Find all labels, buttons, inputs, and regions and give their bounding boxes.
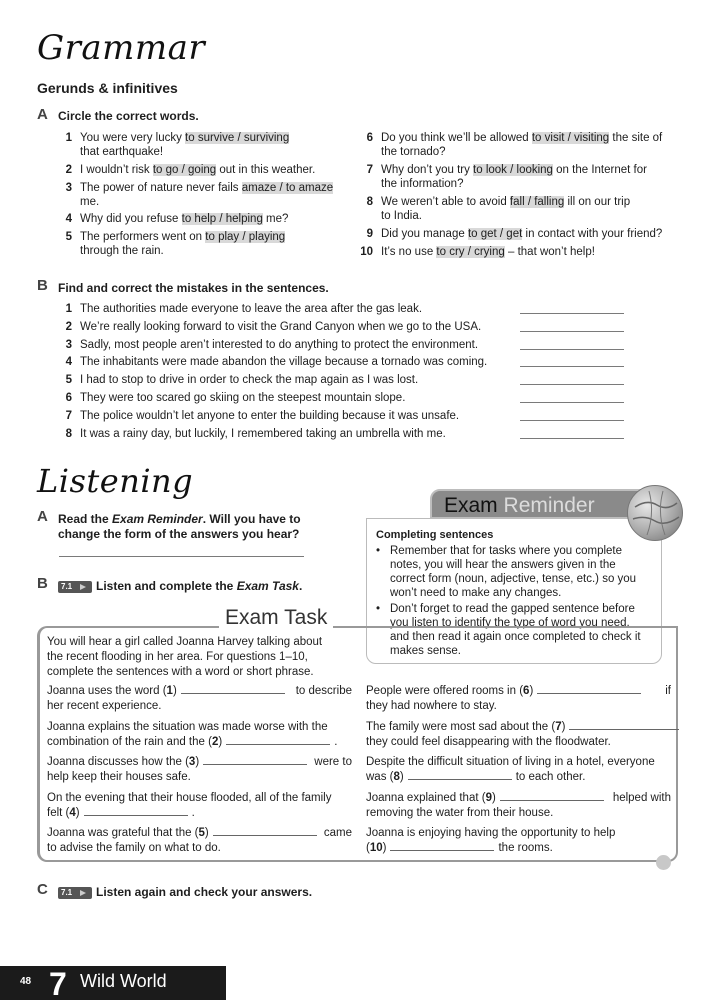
gap-sentence-line1 [366,755,671,770]
sentence-text: ) [75,807,80,819]
sentence-text: the rooms. [498,842,553,854]
item-number: 7 [366,164,373,176]
listening-a-question: Read the Exam Reminder. Will you have to change the form of the answers you hear? [58,512,301,541]
gap-sentence [47,791,352,821]
item-text: It was a rainy day, but luckily, I remembered taking an umbrella with me. [80,427,446,440]
intro-line: the recent flooding in her area. For questions 1–10, [47,651,308,663]
item-text-pre: The power of nature never fails [80,182,242,194]
choice-option[interactable]: to cry / crying [436,246,505,258]
globe-icon [627,485,683,541]
exam-reminder-title: Exam Reminder [444,494,595,517]
gap-number: 6 [523,685,530,697]
gap-number: 5 [198,827,205,839]
item-text-post: out in this weather. [216,164,316,176]
item-text-pre: Did you manage [381,228,468,240]
gap-number: 1 [166,685,173,697]
grammar-b-item [58,427,518,442]
gap-sentence-line1 [366,791,671,806]
item-number: 3 [65,182,72,194]
listening-a-answer-line[interactable] [59,556,304,557]
gap-sentence-line1 [47,791,352,806]
item-number: 8 [366,196,373,208]
sentence-text: to each other. [515,771,586,783]
choice-option[interactable]: to help / helping [181,213,263,225]
grammar-a-item [359,131,689,161]
audio-track-icon[interactable]: 7.1 [58,887,92,899]
choice-option[interactable]: to get / get [467,228,523,240]
item-text-post: in contact with your friend? [522,228,663,240]
gap-blank[interactable] [408,770,512,780]
exam-reminder-heading: Completing sentences [376,529,494,541]
exam-task-title: Exam Task [219,606,333,630]
gap-sentence [366,791,671,821]
gap-blank[interactable] [569,720,679,730]
item-text-pre: Why don’t you try [381,164,474,176]
item-text-pre: The performers went on [80,231,206,243]
item-number: 8 [65,427,72,440]
item-number: 2 [65,164,72,176]
choice-option[interactable]: amaze / to amaze [241,182,334,194]
sentence-text: ) [218,736,223,748]
item-text: The inhabitants were made abandon the village because a tornado was coming. [80,356,488,369]
sentence-text: . [191,807,195,819]
answer-line[interactable] [520,366,624,367]
gap-sentence-line2 [47,770,352,785]
item-number: 5 [65,231,72,243]
bullet-line: you listen to identify the type of word you need, [390,617,630,629]
intro-line: You will hear a girl called Joanna Harvey talking about [47,636,323,648]
sentence-text: ( [366,842,370,854]
item-text-post: ill on our trip [564,196,631,208]
sentence-text: help keep their houses safe. [47,771,191,783]
sentence-text: The family were most sad about the ( [366,721,556,733]
item-text [80,230,380,258]
item-text-post: me? [262,213,289,225]
grammar-b-item [58,391,518,406]
sentence-text: . [334,736,338,748]
gap-number: 7 [555,721,562,733]
gap-sentence [366,826,671,856]
sentence-text: Joanna is enjoying having the opportunity to help [366,827,616,839]
sentence-text: ) [491,792,496,804]
item-text-line2: me. [80,196,100,208]
item-text: The police wouldn’t let anyone to enter the building because it was unsafe. [80,409,460,422]
gap-sentence-line2 [366,841,671,856]
item-number: 6 [366,132,373,144]
sentence-text: ) [529,685,534,697]
item-text [381,227,681,241]
gap-blank[interactable] [181,684,285,694]
item-text [80,212,380,226]
gap-blank[interactable] [213,826,317,836]
listening-a-letter: A [37,508,48,525]
item-text-post: – that won’t help! [504,246,595,258]
sentence-text: were to [314,756,352,768]
sentence-text: On the evening that their house flooded, all of the family [47,792,332,804]
sentence-text: if [665,685,671,697]
gap-sentence-line2 [366,735,671,750]
bullet-line: Remember that for tasks where you complete [390,545,623,557]
item-number: 4 [65,213,72,225]
item-text [80,181,380,209]
item-text-post: on the Internet for [552,164,647,176]
intro-line: complete the sentences with a word or short phrase. [47,666,314,678]
bullet-line: notes, you will hear the answers given in the [390,559,616,571]
gap-sentence [366,755,671,785]
listening-c-instruction: 7.1 Listen again and check your answers. [58,885,312,899]
gap-sentence-line1 [366,684,671,699]
exam-task-scroll-dot [656,855,671,870]
gap-sentence [47,720,352,750]
gap-sentence-line1 [47,826,352,841]
item-number: 1 [65,303,72,315]
answer-line[interactable] [520,402,624,403]
grammar-b-item [58,355,518,370]
item-text [381,195,681,223]
sentence-text: her recent experience. [47,700,162,712]
sentence-text: Joanna explained that ( [366,792,486,804]
sentence-text: to advise the family on what to do. [47,842,221,854]
item-text-line2: the tornado? [381,146,446,158]
choice-option[interactable]: fall / falling [509,196,565,208]
sentence-text: helped with [612,792,671,804]
sentence-text: ) [382,842,387,854]
gap-sentence-line1 [47,755,352,770]
bullet-line: Don’t forget to read the gapped sentence before [390,603,635,615]
item-number: 4 [65,356,72,369]
item-text-pre: You were very lucky [80,132,186,144]
grammar-b-item [58,409,518,424]
item-number: 9 [366,228,373,240]
bullet-line: and then read it again once completed to check it [390,631,641,643]
gap-sentence-line2 [47,841,352,856]
item-text-pre: Why did you refuse [80,213,182,225]
sentence-text: ) [204,827,209,839]
grammar-b-item [58,373,518,388]
sentence-text: to describe [295,685,352,697]
unit-title: Wild World [80,971,167,991]
item-text: Sadly, most people aren’t interested to do anything to protect the environment. [80,338,479,351]
sentence-text: combination of the rain and the ( [47,736,212,748]
item-text: They were too scared go skiing on the steepest mountain slope. [80,392,406,404]
sentence-text: they had nowhere to stay. [366,700,497,712]
choice-option[interactable]: to visit / visiting [531,132,610,144]
gap-sentence-line2 [47,806,352,821]
page-number: 48 [20,976,32,987]
exam-task-intro [47,635,347,680]
sentence-text: Joanna discusses how the ( [47,756,189,768]
item-number: 5 [65,374,72,387]
gap-sentence [47,755,352,785]
item-number: 10 [360,246,373,258]
item-text-line2: through the rain. [80,245,164,257]
answer-line[interactable] [520,438,624,439]
answer-line[interactable] [520,331,624,332]
item-text [381,131,681,159]
item-text-line2: to India. [381,210,422,222]
answer-line[interactable] [520,313,624,314]
listening-title: Listening [37,462,194,500]
item-text-line2: the information? [381,178,464,190]
grammar-a-item [58,181,388,211]
item-text [381,245,681,259]
gap-sentence-line1 [366,826,671,841]
sentence-text: ) [172,685,177,697]
item-text [381,163,681,191]
sentence-text: was ( [366,771,394,783]
exam-reminder-header [430,489,652,519]
item-text [80,163,380,177]
gap-blank[interactable] [537,684,641,694]
item-text-pre: Do you think we’ll be allowed [381,132,532,144]
item-number: 6 [65,392,72,404]
sentence-text: ) [195,756,200,768]
gap-sentence [47,826,352,856]
sentence-text: Joanna explains the situation was made worse with the [47,721,328,733]
gap-sentence-line1 [47,684,352,699]
footer-bar [0,966,226,1000]
unit-number: 7 [49,966,67,1000]
gap-sentence-line1 [47,720,352,735]
item-text-pre: I wouldn’t risk [80,164,153,176]
gap-blank[interactable] [84,806,188,816]
listening-b-letter: B [37,575,48,592]
gap-sentence-line2 [47,735,352,750]
gap-blank[interactable] [390,841,494,851]
gap-number: 8 [393,771,400,783]
gap-blank[interactable] [226,735,330,745]
item-number: 7 [65,409,72,422]
section-a-instruction: Circle the correct words. [58,109,199,123]
gap-number: 2 [211,736,219,748]
grammar-a-item [359,195,689,225]
section-b-instruction: Find and correct the mistakes in the sentences. [58,281,329,295]
item-text-pre: We weren’t able to avoid [381,196,510,208]
gap-sentence-line2 [366,699,671,714]
grammar-subtitle: Gerunds & infinitives [37,80,178,96]
gap-number: 4 [69,807,76,819]
gap-sentence [47,684,352,714]
item-number: 3 [65,338,72,351]
listening-c-letter: C [37,881,48,898]
grammar-a-item [58,230,388,260]
item-text: We’re really looking forward to visit the Grand Canyon when we go to the USA. [80,320,482,333]
gap-sentence-line1 [366,720,671,735]
bullet-line: makes sense. [390,645,461,657]
item-number: 2 [65,320,72,333]
choice-option[interactable]: to go / going [152,164,217,176]
sentence-text: removing the water from their house. [366,807,554,819]
gap-sentence [366,720,671,750]
answer-line[interactable] [520,420,624,421]
audio-track-icon[interactable]: 7.1 [58,581,92,593]
section-b-letter: B [37,277,48,294]
gap-sentence-line2 [47,699,352,714]
gap-sentence-line2 [366,770,671,785]
bullet-line: won’t need to make any changes. [390,587,562,599]
grammar-a-item [58,131,388,161]
grammar-a-item [359,163,689,193]
choice-option[interactable]: to play / playing [205,231,286,243]
grammar-b-item [58,320,518,335]
item-text: The authorities made everyone to leave the area after the gas leak. [80,303,423,315]
item-text: I had to stop to drive in order to check the map again as I was lost. [80,374,419,387]
section-a-letter: A [37,106,48,123]
sentence-text: Despite the difficult situation of living in a hotel, everyone [366,756,655,768]
item-text-post: the site of [609,132,663,144]
choice-option[interactable]: to look / looking [473,164,553,176]
grammar-a-item [359,245,689,275]
gap-number: 10 [369,842,383,854]
grammar-b-item [58,302,518,317]
answer-line[interactable] [520,384,624,385]
sentence-text: they could feel disappearing with the floodwater. [366,736,611,748]
item-number: 1 [65,132,72,144]
gap-sentence-line2 [366,806,671,821]
gap-blank[interactable] [500,791,604,801]
sentence-text: Joanna was grateful that the ( [47,827,199,839]
sentence-text: People were offered rooms in ( [366,685,524,697]
gap-blank[interactable] [203,755,307,765]
item-text-pre: It’s no use [381,246,437,258]
choice-option[interactable]: to survive / surviving [185,132,290,144]
sentence-text: came [323,827,352,839]
sentence-text: ) [561,721,566,733]
gap-sentence [366,684,671,714]
gap-number: 3 [188,756,196,768]
item-text [80,131,380,159]
grammar-b-item [58,338,518,353]
listening-b-instruction: 7.1 Listen and complete the Exam Task. [58,579,302,593]
item-text-line2: that earthquake! [80,146,164,158]
answer-line[interactable] [520,349,624,350]
grammar-title: Grammar [37,28,206,68]
sentence-text: felt ( [47,807,70,819]
sentence-text: Joanna uses the word ( [47,685,167,697]
sentence-text: ) [399,771,404,783]
gap-number: 9 [485,792,492,804]
bullet-line: correct form (noun, adjective, tense, etc.) so you [390,573,637,585]
